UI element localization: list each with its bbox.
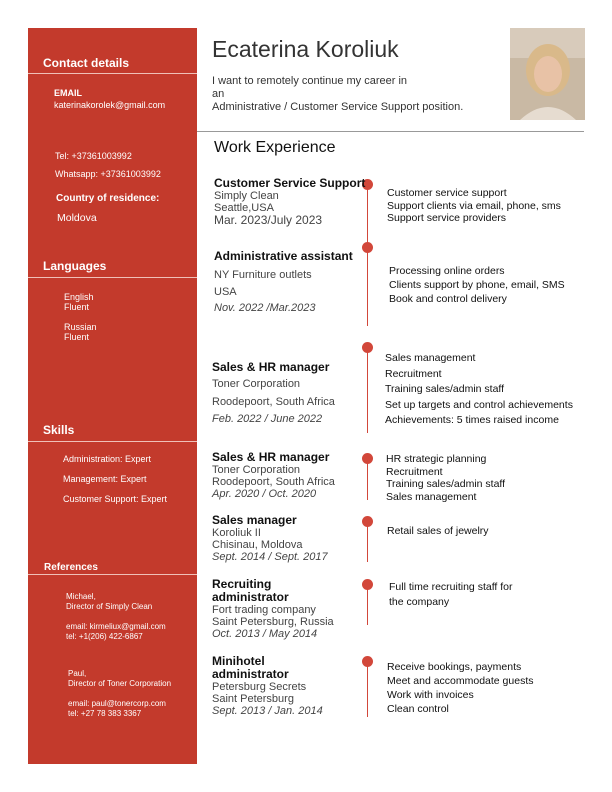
job-company: Koroliuk II xyxy=(212,527,261,539)
language-level: Fluent xyxy=(64,332,90,342)
job-title-line2: administrator xyxy=(212,667,289,681)
skills-divider xyxy=(28,441,197,442)
sidebar xyxy=(28,28,197,764)
job-title-line2: administrator xyxy=(212,590,289,604)
tel-value[interactable]: Tel: +37361003992 xyxy=(55,151,132,161)
job-duty: Training sales/admin staff xyxy=(385,383,505,395)
job-company: Toner Corporation xyxy=(212,378,301,390)
job-company: Fort trading company xyxy=(212,604,316,616)
timeline-dot xyxy=(362,242,373,253)
job-location: Chisinau, Moldova xyxy=(212,539,303,551)
contact-divider xyxy=(28,73,197,74)
job-description xyxy=(389,580,513,609)
language-level: Fluent xyxy=(64,302,90,312)
job-entry xyxy=(214,250,353,314)
timeline-dot xyxy=(362,516,373,527)
reference-role: Director of Simply Clean xyxy=(66,602,153,611)
job-entry xyxy=(214,177,365,226)
timeline-line xyxy=(367,661,368,717)
job-entry xyxy=(212,655,323,717)
job-duty: Recruitment xyxy=(386,465,443,478)
candidate-name: Ecaterina Koroliuk xyxy=(212,36,399,62)
job-location: Roodepoort, South Africa xyxy=(212,476,335,488)
job-title: Sales & HR manager xyxy=(212,360,330,374)
job-duty: Support service providers xyxy=(387,212,507,224)
job-duty: HR strategic planning xyxy=(386,453,487,465)
profile-photo xyxy=(510,28,585,120)
job-dates: Feb. 2022 / June 2022 xyxy=(212,413,323,425)
country-value: Moldova xyxy=(57,212,97,224)
job-duty: Full time recruiting staff for xyxy=(389,581,513,593)
country-label: Country of residence: xyxy=(56,193,160,204)
skills-heading: Skills xyxy=(43,423,75,437)
timeline-dot xyxy=(362,453,373,464)
job-company: Toner Corporation xyxy=(212,464,301,476)
email-label: EMAIL xyxy=(54,88,82,98)
intro-line: Administrative / Customer Service Support position. xyxy=(212,101,464,113)
job-entry xyxy=(212,361,335,425)
job-company: Simply Clean xyxy=(214,190,279,202)
job-description xyxy=(389,264,565,306)
job-duty: Set up targets and control achievements xyxy=(385,398,573,411)
language-name: Russian xyxy=(64,322,97,332)
job-duty: the company xyxy=(389,595,450,608)
job-title: Administrative assistant xyxy=(214,249,353,263)
job-entry xyxy=(212,451,335,500)
header-divider xyxy=(197,131,584,132)
job-location: Roodepoort, South Africa xyxy=(212,396,335,408)
job-duty: Clean control xyxy=(387,703,449,715)
job-dates: Sept. 2013 / Jan. 2014 xyxy=(212,705,323,717)
job-description xyxy=(386,453,505,503)
portrait-icon xyxy=(510,28,585,120)
reference-email[interactable]: email: kirmeliux@gmail.com xyxy=(66,622,166,631)
whatsapp-value[interactable]: Whatsapp: +37361003992 xyxy=(55,169,161,179)
job-entry xyxy=(212,578,334,640)
work-experience-heading: Work Experience xyxy=(214,139,336,156)
intro-line: an xyxy=(212,88,225,100)
job-location: Saint Petersburg xyxy=(212,693,294,705)
reference-tel[interactable]: tel: +1(206) 422-6867 xyxy=(66,632,143,641)
job-duty: Receive bookings, payments xyxy=(387,661,522,673)
languages-heading: Languages xyxy=(43,259,107,273)
job-title: Sales & HR manager xyxy=(212,450,330,464)
job-company: Petersburg Secrets xyxy=(212,681,307,693)
timeline-line xyxy=(367,184,368,326)
timeline-line xyxy=(367,584,368,625)
job-dates: Mar. 2023/July 2023 xyxy=(214,213,323,227)
job-dates: Sept. 2014 / Sept. 2017 xyxy=(212,551,328,563)
skill-item: Customer Support: Expert xyxy=(63,494,168,504)
skill-item: Administration: Expert xyxy=(63,454,152,464)
references-divider xyxy=(28,574,197,575)
job-entry xyxy=(212,514,328,563)
job-duty: Training sales/admin staff xyxy=(386,478,506,490)
job-dates: Apr. 2020 / Oct. 2020 xyxy=(212,488,317,500)
email-value[interactable]: katerinakorolek@gmail.com xyxy=(54,100,166,110)
job-description xyxy=(387,660,534,716)
job-description xyxy=(385,351,573,429)
job-description xyxy=(387,525,489,538)
job-duty: Sales management xyxy=(385,352,476,364)
job-location: USA xyxy=(214,286,237,298)
timeline-dot xyxy=(362,656,373,667)
intro-text xyxy=(212,75,463,114)
job-duty: Clients support by phone, email, SMS xyxy=(389,279,565,291)
job-location: Seattle,USA xyxy=(214,202,274,214)
job-duty: Retail sales of jewelry xyxy=(387,525,489,537)
job-duty: Book and control delivery xyxy=(389,293,507,305)
timeline-line xyxy=(367,458,368,500)
job-duty: Achievements: 5 times raised income xyxy=(385,414,559,426)
timeline-dot xyxy=(362,342,373,353)
job-duty: Customer service support xyxy=(387,187,507,199)
references-heading: References xyxy=(44,562,98,573)
languages-divider xyxy=(28,277,197,278)
reference-name: Paul, xyxy=(68,669,87,678)
contact-details-heading: Contact details xyxy=(43,56,130,70)
job-title: Sales manager xyxy=(212,513,297,527)
job-company: NY Furniture outlets xyxy=(214,269,312,281)
language-item xyxy=(64,322,97,342)
reference-item xyxy=(68,669,171,719)
language-item xyxy=(64,292,94,312)
job-title: Recruiting xyxy=(212,577,272,591)
job-location: Saint Petersburg, Russia xyxy=(212,616,334,628)
reference-item xyxy=(66,592,166,642)
reference-name: Michael, xyxy=(66,592,96,601)
job-duty: Processing online orders xyxy=(389,265,505,277)
intro-line: I want to remotely continue my career in xyxy=(212,75,408,87)
job-duty: Work with invoices xyxy=(387,689,474,701)
job-description xyxy=(387,187,561,225)
timeline-dot xyxy=(362,579,373,590)
timeline-line xyxy=(367,347,368,433)
job-title: Customer Service Support xyxy=(214,176,366,190)
skill-item: Management: Expert xyxy=(63,474,147,484)
language-name: English xyxy=(64,292,94,302)
timeline-line xyxy=(367,521,368,562)
reference-role: Director of Toner Corporation xyxy=(68,679,172,688)
job-duty: Support clients via email, phone, sms xyxy=(387,199,561,212)
job-duty: Meet and accommodate guests xyxy=(387,675,534,687)
job-dates: Nov. 2022 /Mar.2023 xyxy=(214,302,316,314)
job-duty: Recruitment xyxy=(385,367,442,380)
job-title: Minihotel xyxy=(212,654,265,668)
reference-email[interactable]: email: paul@tonercorp.com xyxy=(68,699,166,708)
reference-tel[interactable]: tel: +27 78 383 3367 xyxy=(68,709,142,718)
job-duty: Sales management xyxy=(386,490,477,503)
job-dates: Oct. 2013 / May 2014 xyxy=(212,628,318,640)
